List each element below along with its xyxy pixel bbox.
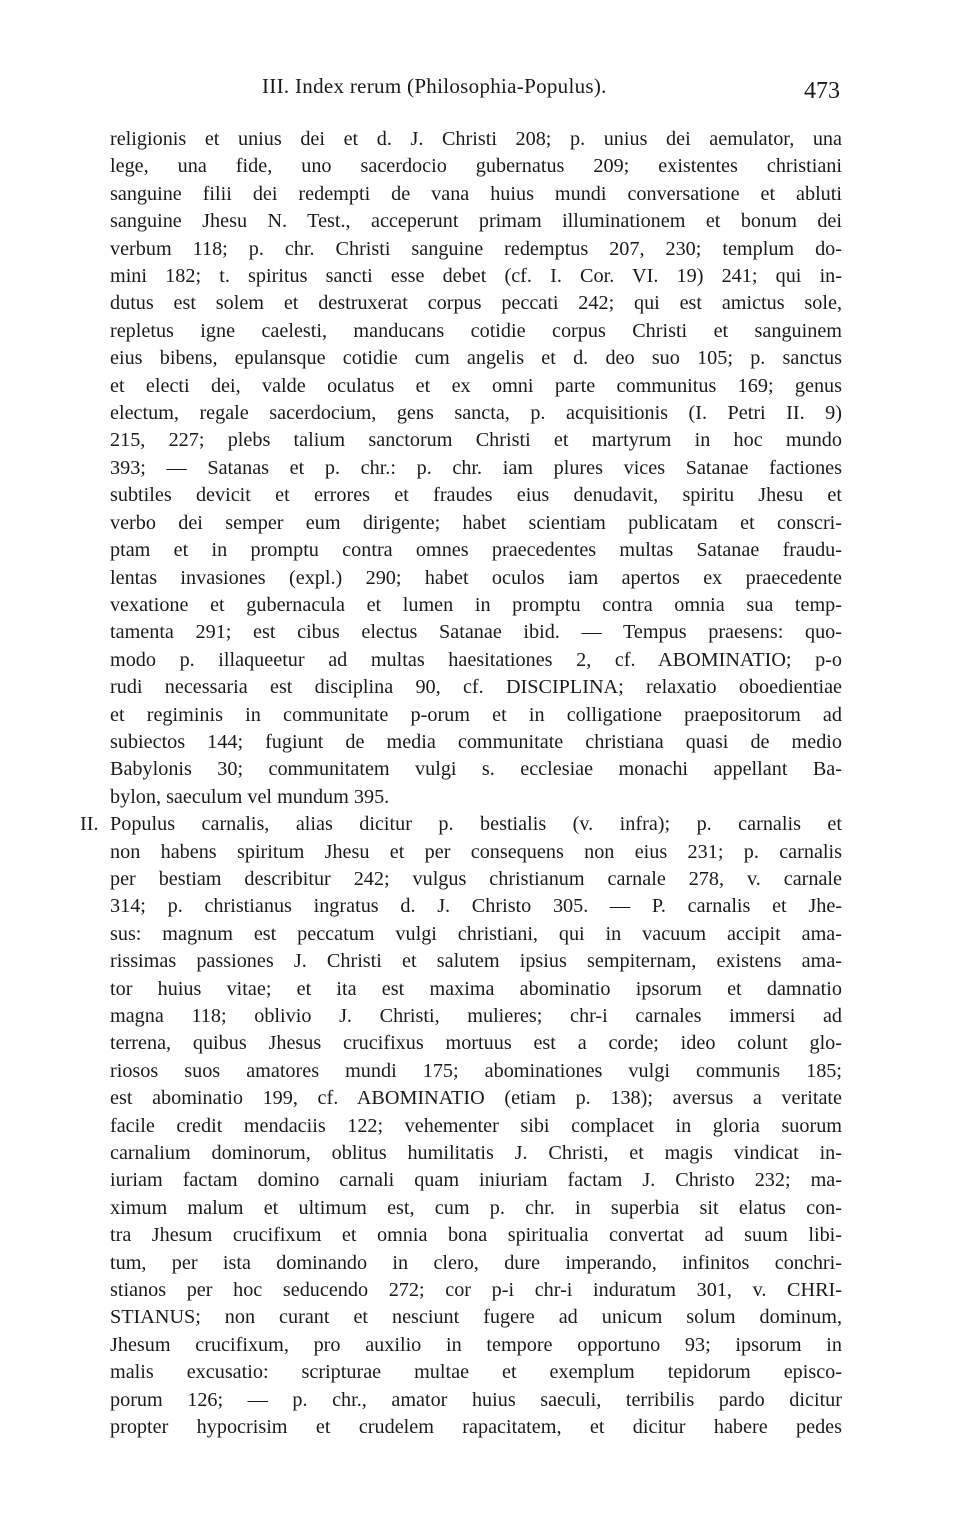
text-line: porum 126; — p. chr., amator huius saeculi, terribilis pardo dicitur bbox=[110, 1388, 842, 1411]
section-first-line bbox=[80, 811, 842, 838]
text-line: propter hypocrisim et crudelem rapacitatem, et dicitur habere pedes bbox=[110, 1416, 842, 1439]
text-line: tum, per ista dominando in clero, dure imperando, infinitos conchri- bbox=[110, 1251, 842, 1274]
text-line: iuriam factam domino carnali quam iniuriam factam J. Christo 232; ma- bbox=[110, 1169, 842, 1192]
text-line: subiectos 144; fugiunt de media communitate christiana quasi de medio bbox=[110, 730, 842, 753]
text-line: dutus est solem et destruxerat corpus peccati 242; qui est amictus sole, bbox=[110, 292, 842, 315]
text-line: sanguine Jhesu N. Test., acceperunt primam illuminationem et bonum dei bbox=[110, 210, 842, 233]
text-line: bylon, saeculum vel mundum 395. bbox=[110, 785, 390, 808]
text-line: subtiles devicit et errores et fraudes eius denudavit, spiritu Jhesu et bbox=[110, 484, 842, 507]
text-line: non habens spiritum Jhesu et per consequens non eius 231; p. carnalis bbox=[110, 840, 842, 863]
text-line: terrena, quibus Jhesus crucifixus mortuus est a corde; ideo colunt glo- bbox=[110, 1032, 842, 1055]
text-line: ximum malum et ultimum est, cum p. chr. in superbia sit elatus con- bbox=[110, 1196, 842, 1219]
text-line: carnalium dominorum, oblitus humilitatis J. Christi, et magis vindicat in- bbox=[110, 1142, 842, 1165]
text-line: Jhesum crucifixum, pro auxilio in tempore opportuno 93; ipsorum in bbox=[110, 1333, 842, 1356]
page-number: 473 bbox=[804, 78, 840, 104]
text-line: STIANUS; non curant et nesciunt fugere ad unicum solum dominum, bbox=[110, 1306, 842, 1329]
text-line: rissimas passiones J. Christi et salutem ipsius sempiternam, existens ama- bbox=[110, 950, 842, 973]
text-line: et regiminis in communitate p-orum et in colligatione praepositorum ad bbox=[110, 703, 842, 726]
section-marker: II. bbox=[80, 813, 99, 836]
section-first-line-text: Populus carnalis, alias dicitur p. bestialis (v. infra); p. carnalis et bbox=[110, 813, 842, 836]
text-line: lentas invasiones (expl.) 290; habet oculos iam apertos ex praecedente bbox=[110, 566, 842, 589]
page-header bbox=[262, 70, 840, 104]
text-line: magna 118; oblivio J. Christi, mulieres; chr-i carnales immersi ad bbox=[110, 1005, 842, 1027]
text-line: vexatione et gubernacula et lumen in promptu contra omnia sua temp- bbox=[110, 593, 842, 616]
text-line: Babylonis 30; communitatem vulgi s. ecclesiae monachi appellant Ba- bbox=[110, 758, 842, 781]
text-line: 215, 227; plebs talium sanctorum Christi et martyrum in hoc mundo bbox=[110, 429, 842, 452]
text-line: ptam et in promptu contra omnes praecedentes multas Satanae fraudu- bbox=[110, 539, 842, 562]
text-line: tor huius vitae; et ita est maxima abominatio ipsorum et damnatio bbox=[110, 977, 842, 1000]
text-line: 393; — Satanas et p. chr.: p. chr. iam plures vices Satanae factiones bbox=[110, 456, 842, 479]
text-line: et electi dei, valde oculatus et ex omni parte communitus 169; genus bbox=[110, 374, 842, 397]
text-line: tamenta 291; est cibus electus Satanae ibid. — Tempus praesens: quo- bbox=[110, 621, 842, 644]
text-line: sus: magnum est peccatum vulgi christiani, qui in vacuum accipit ama- bbox=[110, 922, 842, 945]
text-line: verbum 118; p. chr. Christi sanguine redemptus 207, 230; templum do- bbox=[110, 237, 842, 260]
running-title: III. Index rerum (Philosophia-Populus). bbox=[262, 74, 607, 98]
text-line: 314; p. christianus ingratus d. J. Christo 305. — P. carnalis et Jhe- bbox=[110, 895, 842, 918]
text-line: tra Jhesum crucifixum et omnia bona spiritualia convertat ad suum libi- bbox=[110, 1224, 842, 1247]
text-line: per bestiam describitur 242; vulgus christianum carnale 278, v. carnale bbox=[110, 867, 842, 890]
index-text bbox=[80, 126, 842, 1442]
text-line: eius bibens, epulansque cotidie cum angelis et d. deo suo 105; p. sanctus bbox=[110, 347, 842, 370]
text-line: mini 182; t. spiritus sancti esse debet (cf. I. Cor. VI. 19) 241; qui in- bbox=[110, 265, 842, 288]
text-line: religionis et unius dei et d. J. Christi 208; p. unius dei aemulator, una bbox=[110, 128, 842, 150]
text-line: verbo dei semper eum dirigente; habet scientiam publicatam et conscri- bbox=[110, 511, 842, 534]
text-line: repletus igne caelesti, manducans cotidie corpus Christi et sanguinem bbox=[110, 319, 842, 342]
text-line: electum, regale sacerdocium, gens sancta, p. acquisitionis (I. Petri II. 9) bbox=[110, 402, 842, 425]
text-line: rudi necessaria est disciplina 90, cf. DISCIPLINA; relaxatio oboedientiae bbox=[110, 676, 842, 699]
text-line: sanguine filii dei redempti de vana huius mundi conversatione et abluti bbox=[110, 182, 842, 205]
text-line: stianos per hoc seducendo 272; cor p-i chr-i induratum 301, v. CHRI- bbox=[110, 1279, 842, 1302]
text-line: est abominatio 199, cf. ABOMINATIO (etiam p. 138); aversus a veritate bbox=[110, 1087, 842, 1110]
text-line: facile credit mendaciis 122; vehementer sibi complacet in gloria suorum bbox=[110, 1114, 842, 1137]
text-line: malis excusatio: scripturae multae et exemplum tepidorum episco- bbox=[110, 1361, 842, 1384]
text-line: modo p. illaqueetur ad multas haesitationes 2, cf. ABOMINATIO; p-o bbox=[110, 648, 842, 671]
text-line: lege, una fide, uno sacerdocio gubernatus 209; existentes christiani bbox=[110, 155, 842, 178]
text-line: riosos suos amatores mundi 175; abominationes vulgi communis 185; bbox=[110, 1059, 842, 1082]
